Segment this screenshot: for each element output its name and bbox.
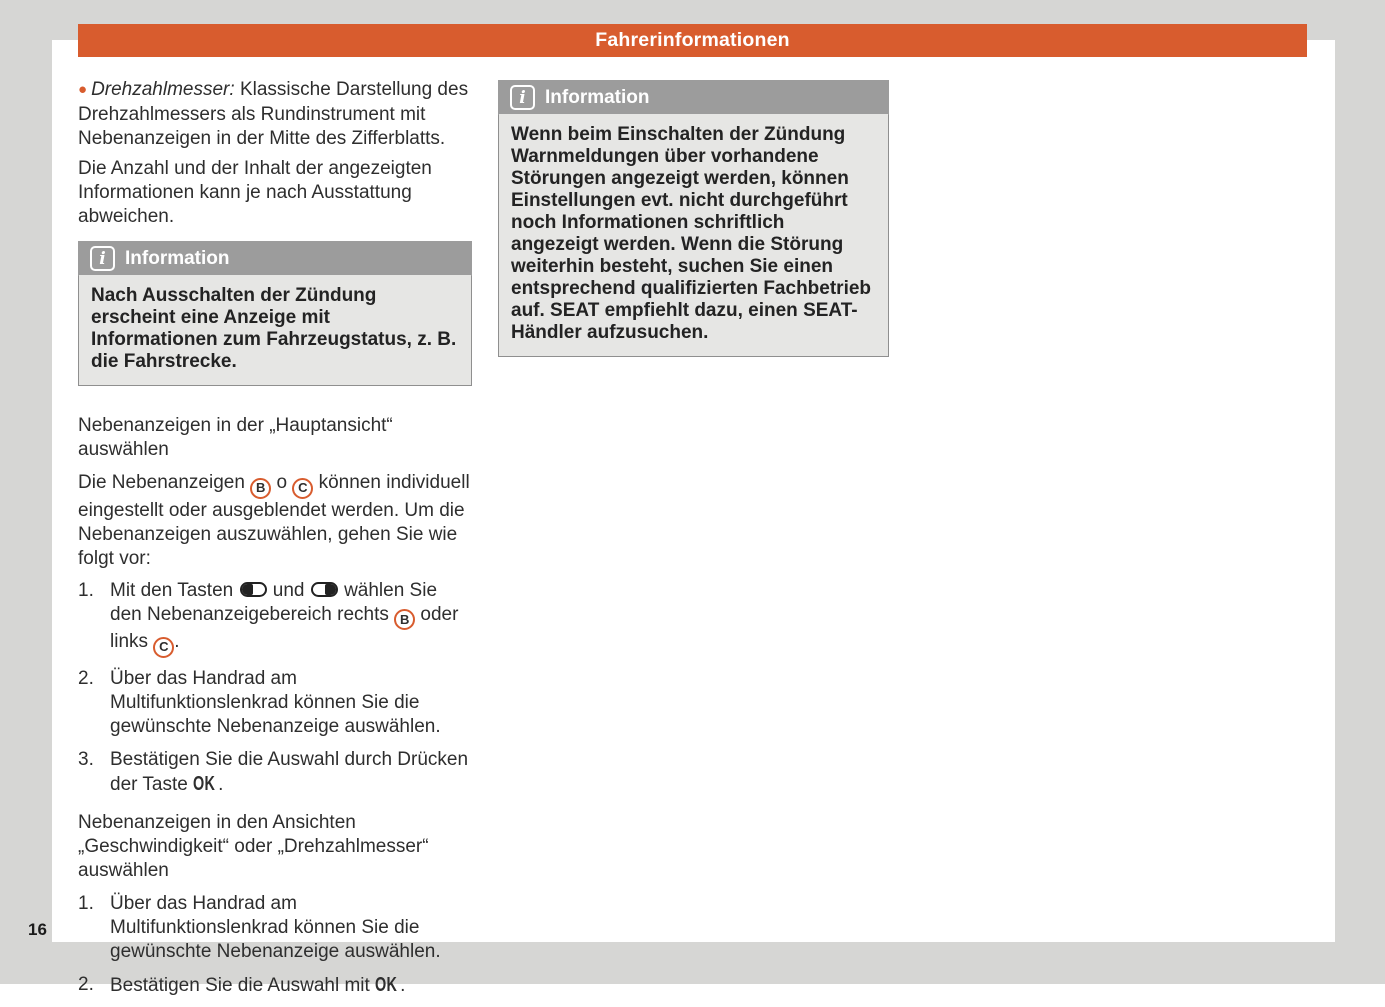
step-text: Bestätigen Sie die Auswahl mit OK .: [110, 973, 406, 996]
ok-key-label: OK: [375, 973, 398, 996]
info-box-header: [78, 241, 472, 276]
callout-letter-b: B: [394, 609, 415, 630]
step-number: 2.: [78, 973, 94, 995]
section-heading: Nebenanzeigen in den Ansichten „Geschwindigkeit“ oder „Drehzahlmesser“ auswählen: [78, 811, 429, 881]
info-box: [498, 80, 889, 357]
info-box-body: Wenn beim Einschalten der Zündung Warnmeldungen über vorhandene Störungen angezeigt werden, können Einstellungen evt. nicht durchgeführt noch Informationen schriftlich angezeigt werden. Wenn die Störung weiterhin besteht, suchen Sie einen entsprechend qualifizierten Fachbetrieb auf. SEAT empfiehlt dazu, einen SEAT-Händler aufzusuchen.: [499, 114, 888, 356]
callout-letter-c: C: [153, 637, 174, 658]
step-item: [78, 892, 472, 964]
right-column: [498, 80, 889, 357]
section-heading: Nebenanzeigen in der „Hauptansicht“ auswählen: [78, 415, 393, 460]
section1-intro: Die Nebenanzeigen B o C können individuell eingestellt oder ausgeblendet werden. Um die Nebenanzeigen auszuwählen, gehen Sie wie folgt vor:: [78, 472, 470, 569]
step-text: Über das Handrad am Multifunktionslenkrad können Sie die gewünschte Nebenanzeige auswählen.: [110, 667, 441, 737]
info-box-body: Nach Ausschalten der Zündung erscheint eine Anzeige mit Informationen zum Fahrzeugstatus, z. B. die Fahrstrecke.: [79, 275, 471, 385]
right-rocker-button-icon: [311, 582, 338, 597]
step-item: [78, 748, 472, 797]
left-column: [78, 78, 472, 1007]
bullet-text: Klassische Darstellung des Drehzahlmessers als Rundinstrument mit Nebenanzeigen in der Mitte des Zifferblatts.: [78, 79, 469, 149]
callout-letter-c: C: [292, 478, 313, 499]
step-item: [78, 667, 472, 739]
list-bullet-icon: ●: [78, 81, 88, 98]
step-text: Mit den Tasten und wählen Sie den Nebenanzeigebereich rechts B oder links C .: [110, 579, 472, 658]
left-rocker-button-icon: [240, 582, 267, 597]
step-item: [78, 973, 472, 998]
page-number: 16: [28, 920, 47, 939]
bullet-term: Drehzahlmesser:: [91, 79, 235, 100]
step-text: Über das Handrad am Multifunktionslenkrad können Sie die gewünschte Nebenanzeige auswählen.: [110, 892, 441, 962]
chapter-header-bar: [78, 24, 1307, 57]
step-number: 1.: [78, 579, 94, 601]
step-item: [78, 579, 472, 658]
info-box-header: [498, 80, 889, 115]
callout-letter-b: B: [250, 478, 271, 499]
ok-key-label: OK: [193, 772, 216, 795]
availability-paragraph: Die Anzahl und der Inhalt der angezeigten Informationen kann je nach Ausstattung abweichen.: [78, 158, 432, 227]
chapter-title: Fahrerinformationen: [595, 29, 790, 51]
step-number: 2.: [78, 667, 94, 689]
info-box: [78, 241, 472, 386]
bullet-paragraph: [78, 78, 472, 151]
info-box-title: Information: [545, 86, 650, 108]
step-number: 1.: [78, 892, 94, 914]
step-text: Bestätigen Sie die Auswahl durch Drücken der Taste OK .: [110, 748, 469, 795]
info-icon: i: [510, 85, 535, 110]
info-icon: i: [90, 246, 115, 271]
info-box-title: Information: [125, 247, 230, 269]
step-number: 3.: [78, 748, 94, 770]
